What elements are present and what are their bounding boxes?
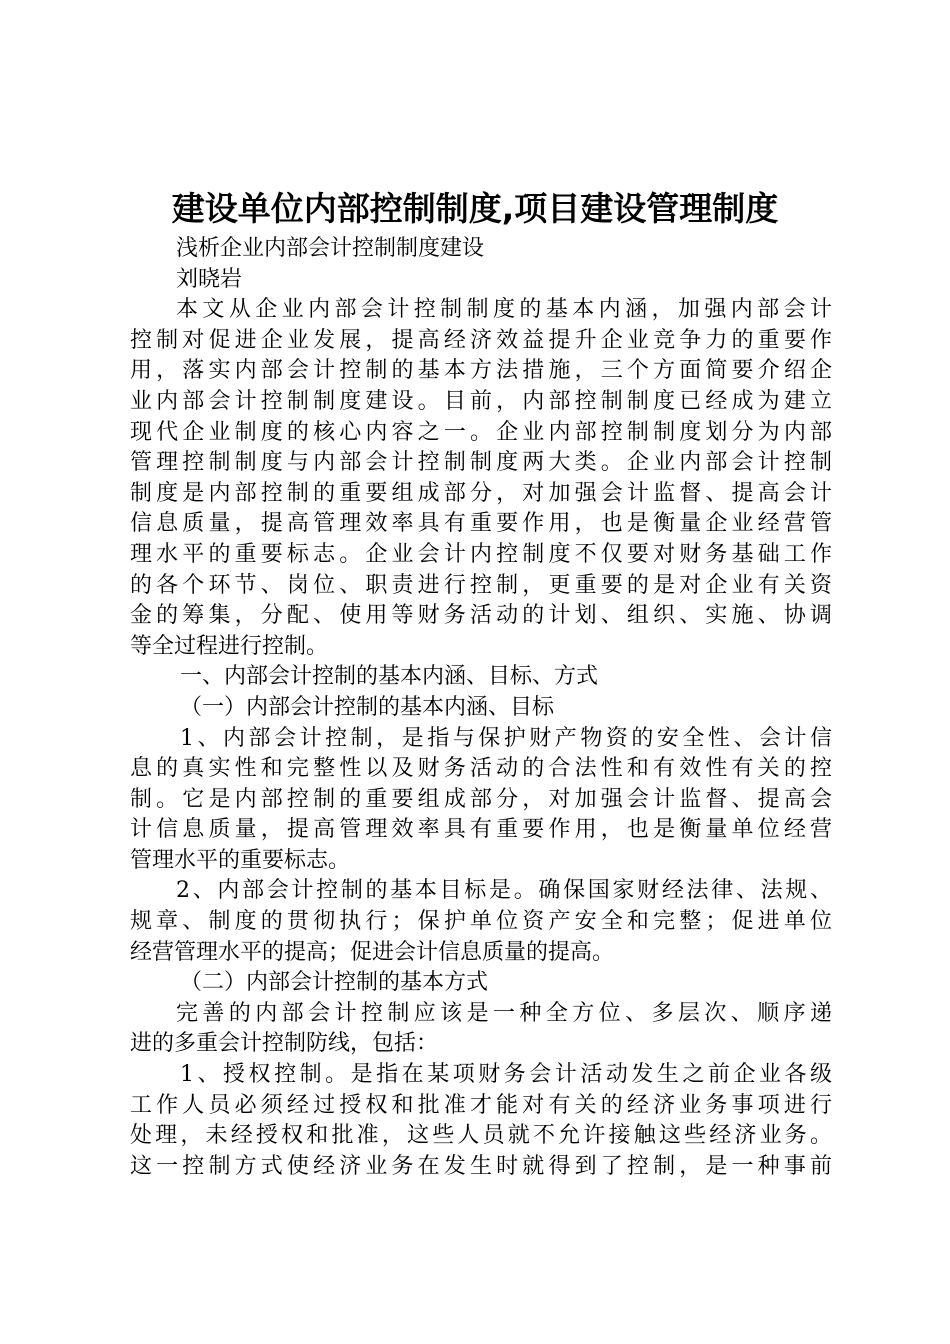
- paragraph-line: 进的多重会计控制防线，包括：: [130, 1031, 439, 1057]
- paragraph-line: 信息质量，提高管理效率具有重要作用，也是衡量企业经营管: [130, 511, 832, 537]
- paragraph-line: 这一控制方式使经济业务在发生时就得到了控制，是一种事前: [130, 1153, 832, 1179]
- paragraph-line: 2、内部会计控制的基本目标是。确保国家财经法律、法规、: [176, 878, 832, 904]
- subtitle-line: 浅析企业内部会计控制制度建设: [176, 236, 485, 261]
- paragraph-line: 规章、制度的贯彻执行；保护单位资产安全和完整；促进单位: [130, 909, 832, 935]
- paragraph-line: 金的筹集，分配、使用等财务活动的计划、组织、实施、协调: [130, 603, 832, 629]
- paragraph-line: 用，落实内部会计控制的基本方法措施，三个方面简要介绍企: [130, 358, 832, 384]
- subsection-heading: （二）内部会计控制的基本方式: [180, 970, 489, 996]
- paragraph-line: 计信息质量，提高管理效率具有重要作用，也是衡量单位经营: [130, 817, 832, 843]
- paragraph-line: 理水平的重要标志。企业会计内控制度不仅要对财务基础工作: [130, 541, 832, 567]
- paragraph-line: 息的真实性和完整性以及财务活动的合法性和有效性有关的控: [130, 756, 832, 782]
- paragraph-line: 完善的内部会计控制应该是一种全方位、多层次、顺序递: [176, 1000, 832, 1026]
- document-body: [130, 234, 832, 1182]
- document-title: 建设单位内部控制制度,项目建设管理制度: [171, 189, 779, 228]
- author-line: 刘晓岩: [176, 266, 243, 292]
- subsection-heading: （一）内部会计控制的基本内涵、目标: [180, 694, 555, 720]
- paragraph-line: 的各个环节、岗位、职责进行控制，更重要的是对企业有关资: [130, 572, 832, 598]
- paragraph-line: 控制对促进企业发展，提高经济效益提升企业竞争力的重要作: [130, 327, 832, 353]
- paragraph-line: 管理控制制度与内部会计控制制度两大类。企业内部会计控制: [130, 450, 832, 476]
- paragraph-line: 处理，未经授权和批准，这些人员就不允许接触这些经济业务。: [130, 1123, 832, 1149]
- paragraph-line: 业内部会计控制制度建设。目前，内部控制制度已经成为建立: [130, 388, 832, 414]
- paragraph-line: 制。它是内部控制的重要组成部分，对加强会计监督、提高会: [130, 786, 832, 812]
- paragraph-line: 现代企业制度的核心内容之一。企业内部控制制度划分为内部: [130, 419, 832, 445]
- paragraph-line: 本文从企业内部会计控制制度的基本内涵，加强内部会计: [176, 297, 832, 323]
- paragraph-line: 等全过程进行控制。: [130, 633, 329, 659]
- paragraph-line: 工作人员必须经过授权和批准才能对有关的经济业务事项进行: [130, 1092, 832, 1118]
- paragraph-line: 制度是内部控制的重要组成部分，对加强会计监督、提高会计: [130, 480, 832, 506]
- paragraph-line: 管理水平的重要标志。: [130, 847, 351, 873]
- paragraph-line: 经营管理水平的提高；促进会计信息质量的提高。: [130, 939, 615, 965]
- section-heading: 一、内部会计控制的基本内涵、目标、方式: [180, 664, 599, 690]
- paragraph-line: 1、授权控制。是指在某项财务会计活动发生之前企业各级: [180, 1062, 832, 1088]
- paragraph-line: 1、内部会计控制，是指与保护财产物资的安全性、会计信: [180, 725, 832, 751]
